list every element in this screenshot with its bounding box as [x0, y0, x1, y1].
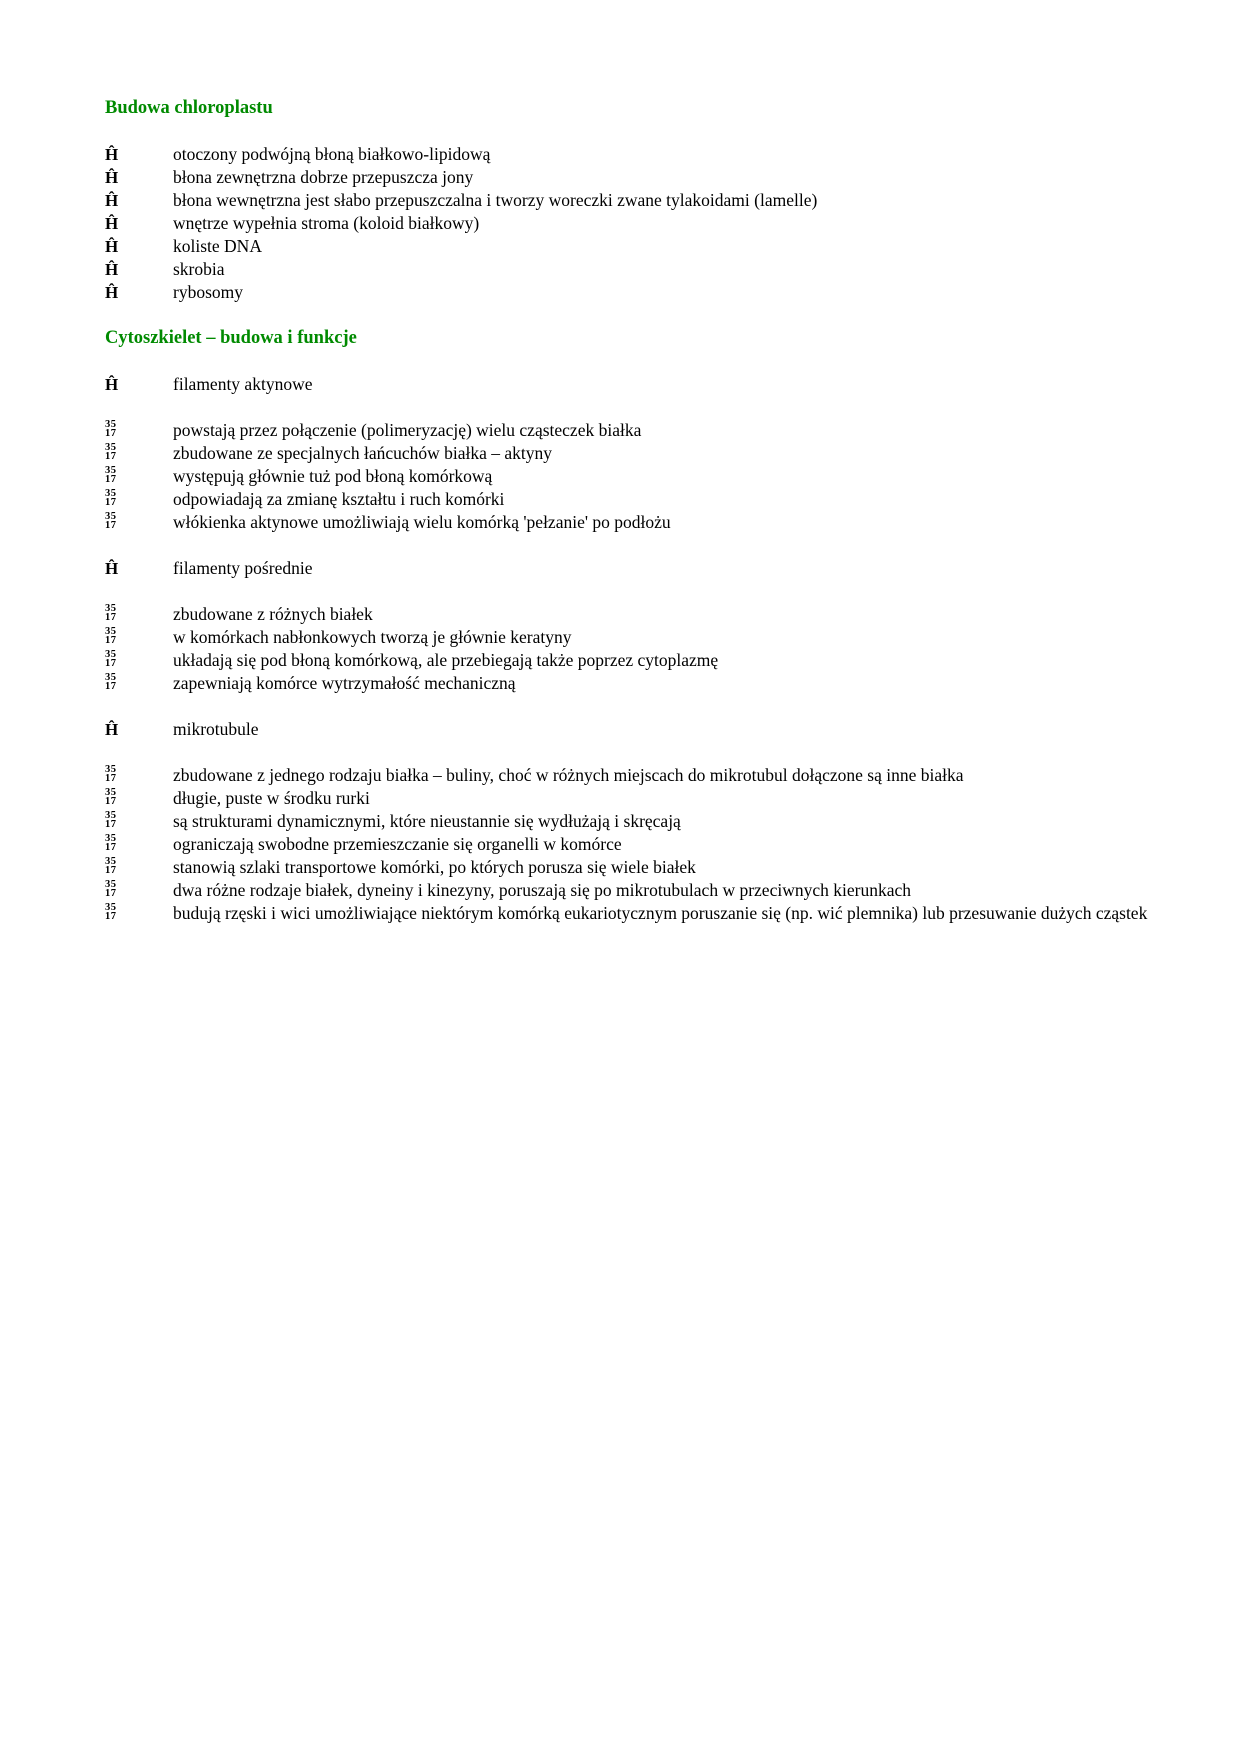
list-item-text: w komórkach nabłonkowych tworzą je głównie keratyny [173, 627, 572, 647]
list-item-text: wnętrze wypełnia stroma (koloid białkowy) [173, 213, 480, 233]
list-item-text: rybosomy [173, 282, 243, 302]
bullet-icon: 35 17 [105, 649, 117, 669]
bullet-icon: Ĥ [105, 214, 119, 233]
list-item-text: odpowiadają za zmianę kształtu i ruch komórki [173, 489, 505, 509]
group-title-mikrotubule [105, 718, 1150, 741]
list-item [105, 442, 1150, 465]
bullet-icon: 35 17 [105, 511, 117, 531]
list-item-text: zbudowane ze specjalnych łańcuchów białka – aktyny [173, 443, 553, 463]
list-item-text: zbudowane z jednego rodzaju białka – buliny, choć w różnych miejscach do mikrotubul dołączone są inne białka [173, 765, 964, 785]
list-item-text: skrobia [173, 259, 225, 279]
list-item-text: budują rzęski i wici umożliwiające niektórym komórką eukariotycznym poruszanie się (np. wić plemnika) lub przesuwanie dużych cząstek [173, 903, 1148, 923]
bullet-icon: Ĥ [105, 237, 119, 256]
list-item [105, 488, 1150, 511]
bullet-icon: 35 17 [105, 856, 117, 876]
list-item-text: są strukturami dynamicznymi, które nieustannie się wydłużają i skręcają [173, 811, 681, 831]
bullet-icon: Ĥ [105, 375, 119, 394]
list-item-text: zbudowane z różnych białek [173, 604, 373, 624]
bullet-icon: 35 17 [105, 833, 117, 853]
list-item [105, 810, 1150, 833]
bullet-icon: 35 17 [105, 488, 117, 508]
bullet-icon: 35 17 [105, 626, 117, 646]
list-item [105, 902, 1150, 925]
bullet-icon: Ĥ [105, 145, 119, 164]
list-item-text: dwa różne rodzaje białek, dyneiny i kinezyny, poruszają się po mikrotubulach w przeciwnych kierunkach [173, 880, 911, 900]
section-heading-chloroplast: Budowa chloroplastu [105, 98, 273, 118]
group-title-filamenty-aktynowe [105, 373, 1150, 396]
list-item [105, 833, 1150, 856]
group-title-text: filamenty pośrednie [173, 558, 313, 578]
list-item-text: zapewniają komórce wytrzymałość mechaniczną [173, 673, 516, 693]
bullet-icon: 35 17 [105, 465, 117, 485]
bullet-icon: Ĥ [105, 260, 119, 279]
list-item-text: występują głównie tuż pod błoną komórkową [173, 466, 493, 486]
list-item [105, 212, 1150, 235]
list-item [105, 419, 1150, 442]
list-item-text: układają się pod błoną komórkową, ale przebiegają także poprzez cytoplazmę [173, 650, 719, 670]
list-item-text: długie, puste w środku rurki [173, 788, 370, 808]
bullet-icon: Ĥ [105, 283, 119, 302]
list-item-text: ograniczają swobodne przemieszczanie się organelli w komórce [173, 834, 622, 854]
list-item [105, 189, 1150, 212]
list-item [105, 603, 1150, 626]
list-item [105, 465, 1150, 488]
list-item [105, 166, 1150, 189]
bullet-icon: 35 17 [105, 419, 117, 439]
bullet-icon: Ĥ [105, 191, 119, 210]
list-item [105, 879, 1150, 902]
list-item [105, 235, 1150, 258]
list-item [105, 856, 1150, 879]
chloroplast-list [105, 143, 1150, 304]
group-title-filamenty-posrednie [105, 557, 1150, 580]
bullet-icon: 35 17 [105, 672, 117, 692]
list-item-text: błona zewnętrzna dobrze przepuszcza jony [173, 167, 474, 187]
bullet-icon: Ĥ [105, 168, 119, 187]
bullet-icon: 35 17 [105, 787, 117, 807]
list-item-text: błona wewnętrzna jest słabo przepuszczalna i tworzy woreczki zwane tylakoidami (lamelle) [173, 190, 818, 210]
list-item [105, 258, 1150, 281]
group-title-text: filamenty aktynowe [173, 374, 313, 394]
list-item-text: powstają przez połączenie (polimeryzację) wielu cząsteczek białka [173, 420, 642, 440]
list-item [105, 511, 1150, 534]
list-item [105, 672, 1150, 695]
list-item-text: stanowią szlaki transportowe komórki, po których porusza się wiele białek [173, 857, 696, 877]
section-heading-cytoskeleton: Cytoszkielet – budowa i funkcje [105, 328, 357, 348]
group-title-text: mikrotubule [173, 719, 259, 739]
bullet-icon: 35 17 [105, 902, 117, 922]
list-item [105, 281, 1150, 304]
list-item-text: koliste DNA [173, 236, 262, 256]
list-item [105, 626, 1150, 649]
bullet-icon: 35 17 [105, 879, 117, 899]
list-item [105, 787, 1150, 810]
list-item [105, 143, 1150, 166]
bullet-icon: 35 17 [105, 810, 117, 830]
bullet-icon: 35 17 [105, 603, 117, 623]
list-item-text: włókienka aktynowe umożliwiają wielu komórką 'pełzanie' po podłożu [173, 512, 671, 532]
bullet-icon: 35 17 [105, 764, 117, 784]
mikrotubule-list [105, 764, 1150, 925]
bullet-icon: 35 17 [105, 442, 117, 462]
filamenty-aktynowe-list [105, 419, 1150, 534]
list-item [105, 764, 1150, 787]
list-item [105, 649, 1150, 672]
bullet-icon: Ĥ [105, 720, 119, 739]
list-item-text: otoczony podwójną błoną białkowo-lipidową [173, 144, 491, 164]
filamenty-posrednie-list [105, 603, 1150, 695]
bullet-icon: Ĥ [105, 559, 119, 578]
